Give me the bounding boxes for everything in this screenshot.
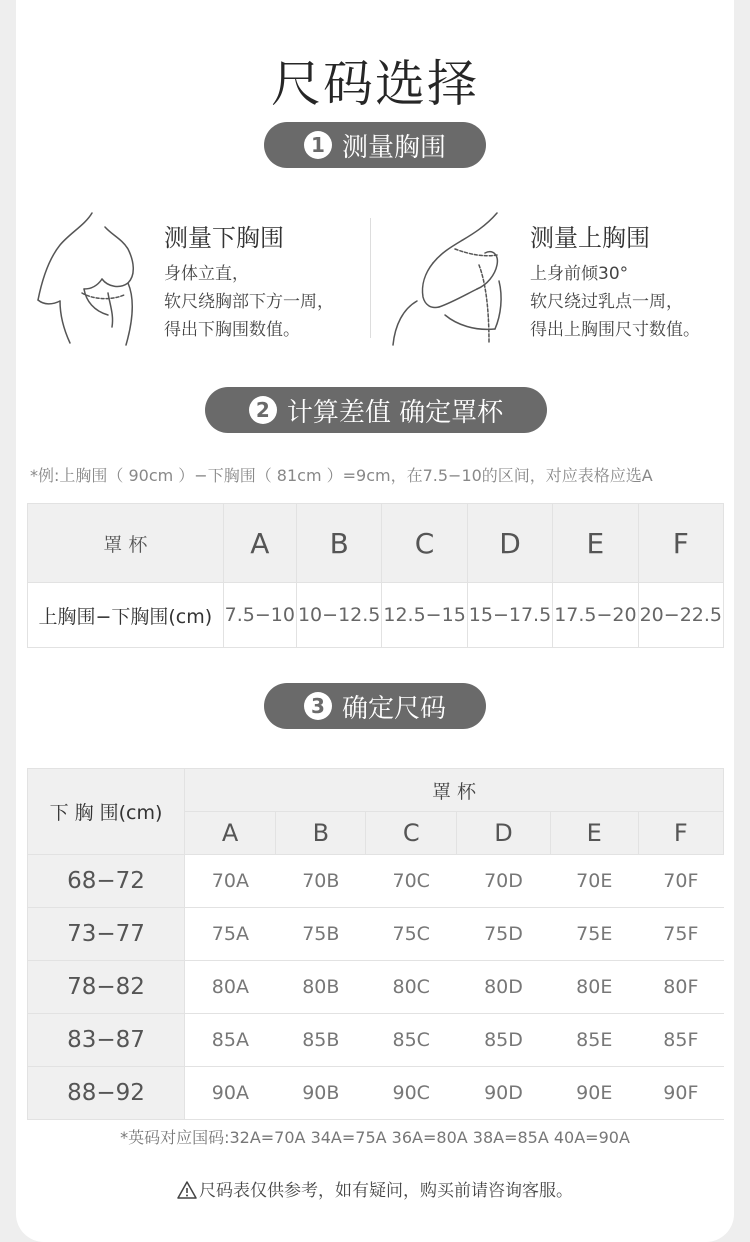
step-3-label: 确定尺码: [341, 693, 446, 724]
cup-range-cell: 17.5−20: [553, 583, 638, 648]
size-cell: 85A: [185, 1014, 276, 1067]
size-cup-cell: B: [276, 812, 366, 855]
size-cell: 70A: [185, 855, 276, 908]
cup-range-label: 上胸围−下胸围(cm): [28, 583, 224, 648]
step-2-label: 计算差值 确定罩杯: [286, 397, 504, 428]
cup-header-cell: D: [467, 504, 552, 583]
underbust-step-1: 身体立直，: [164, 264, 249, 284]
size-chart-table: [27, 768, 724, 1120]
cup-header-cell: E: [553, 504, 638, 583]
size-row: [28, 1014, 724, 1067]
size-header-row: [28, 769, 724, 812]
size-cell: 90D: [457, 1067, 551, 1120]
underbust-step-2: 软尺绕胸部下方一周，: [164, 292, 334, 312]
size-cell: 75A: [185, 908, 276, 961]
size-cell: 80C: [366, 961, 457, 1014]
size-cell: 75D: [457, 908, 551, 961]
size-cup-cell: F: [638, 812, 723, 855]
cup-range-row: [28, 583, 724, 648]
size-cell: 85D: [457, 1014, 551, 1067]
size-cell: 70E: [550, 855, 638, 908]
band-cell: 73−77: [28, 908, 185, 961]
size-cell: 75F: [638, 908, 723, 961]
underbust-measure-illustration: [30, 205, 150, 350]
underbust-heading: 测量下胸围: [164, 224, 284, 252]
size-cell: 90C: [366, 1067, 457, 1120]
step-2-number: 2: [249, 396, 277, 424]
cup-range-cell: 15−17.5: [467, 583, 552, 648]
step-3-number: 3: [304, 692, 332, 720]
size-row: [28, 855, 724, 908]
size-cell: 85F: [638, 1014, 723, 1067]
size-cup-cell: A: [185, 812, 276, 855]
overbust-measure-illustration: [385, 205, 515, 350]
band-cell: 83−87: [28, 1014, 185, 1067]
page-title: 尺码选择: [271, 55, 479, 113]
size-cell: 80E: [550, 961, 638, 1014]
size-row: [28, 961, 724, 1014]
cup-range-table: [27, 503, 724, 648]
example-note: *例:上胸围（ 90cm ）−下胸围（ 81cm ）=9cm，在7.5−10的区间，对应表格应选A: [30, 466, 653, 485]
cup-header-cell: F: [638, 504, 723, 583]
overbust-step-2: 软尺绕过乳点一周，: [530, 292, 683, 312]
size-cell: 90F: [638, 1067, 723, 1120]
overbust-step-1: 上身前倾30°: [530, 264, 629, 284]
step-3-banner: [264, 683, 486, 729]
underbust-step-3: 得出下胸围数值。: [164, 320, 300, 340]
step-2-banner: [205, 387, 547, 433]
band-header: 下 胸 围(cm): [28, 769, 185, 855]
cup-header-cell: B: [296, 504, 381, 583]
size-rows: [28, 855, 724, 1120]
size-cell: 70B: [276, 855, 366, 908]
size-cell: 75E: [550, 908, 638, 961]
size-cup-cell: D: [457, 812, 551, 855]
band-cell: 78−82: [28, 961, 185, 1014]
cup-header-row: [28, 504, 724, 583]
cup-header-cell: A: [223, 504, 296, 583]
size-cell: 90A: [185, 1067, 276, 1120]
size-cell: 75C: [366, 908, 457, 961]
column-divider: [370, 218, 371, 338]
size-cell: 80B: [276, 961, 366, 1014]
disclaimer: [0, 1176, 750, 1201]
size-cell: 70F: [638, 855, 723, 908]
band-cell: 88−92: [28, 1067, 185, 1120]
size-cup-cell: C: [366, 812, 457, 855]
size-cell: 70D: [457, 855, 551, 908]
size-cell: 90E: [550, 1067, 638, 1120]
size-cell: 85E: [550, 1014, 638, 1067]
size-row: [28, 908, 724, 961]
size-cell: 80F: [638, 961, 723, 1014]
size-row: [28, 1067, 724, 1120]
conversion-note: *英码对应国码:32A=70A 34A=75A 36A=80A 38A=85A 40A=90A: [120, 1128, 630, 1147]
overbust-step-3: 得出上胸围尺寸数值。: [530, 320, 700, 340]
cup-range-cell: 10−12.5: [296, 583, 381, 648]
size-cell: 70C: [366, 855, 457, 908]
cup-range-cell: 12.5−15: [382, 583, 467, 648]
band-cell: 68−72: [28, 855, 185, 908]
disclaimer-text: 尺码表仅供参考，如有疑问，购买前请咨询客服。: [199, 1181, 573, 1201]
size-cup-cell: E: [550, 812, 638, 855]
size-cell: 90B: [276, 1067, 366, 1120]
size-cell: 80D: [457, 961, 551, 1014]
size-cell: 85C: [366, 1014, 457, 1067]
step-1-number: 1: [304, 131, 332, 159]
cup-header-cell: C: [382, 504, 467, 583]
overbust-heading: 测量上胸围: [530, 224, 650, 252]
size-cell: 80A: [185, 961, 276, 1014]
cup-range-cell: 20−22.5: [638, 583, 723, 648]
cup-header-label: 罩 杯: [28, 504, 224, 583]
step-1-label: 测量胸围: [341, 132, 446, 163]
size-cell: 85B: [276, 1014, 366, 1067]
step-1-banner: [264, 122, 486, 168]
cup-group-header: 罩 杯: [185, 769, 724, 812]
cup-range-cell: 7.5−10: [223, 583, 296, 648]
size-cell: 75B: [276, 908, 366, 961]
warning-icon: [177, 1181, 197, 1199]
